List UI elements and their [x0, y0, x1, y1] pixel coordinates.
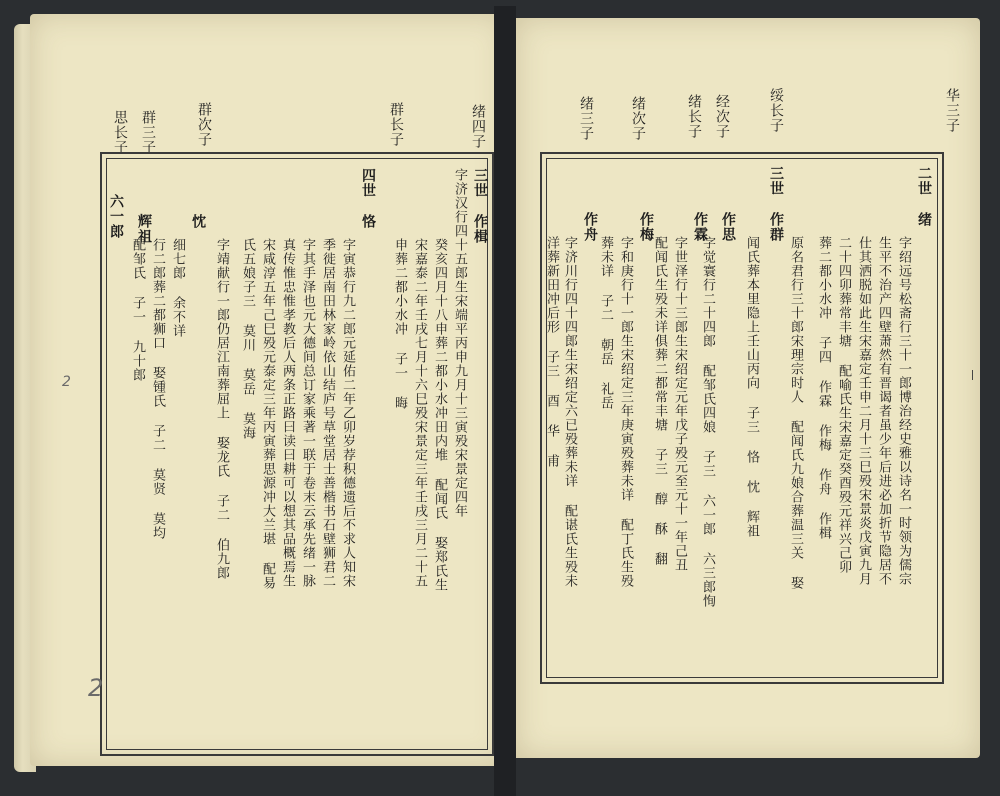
- text-column: 字济川行四十四郎生宋绍定六已殁葬未详 配谌氏生殁未: [562, 236, 577, 588]
- text-column: 字其手泽也元大德间总订家乘著一联于卷末云承先绪一脉: [300, 238, 315, 588]
- header-6: 绪三子: [578, 96, 594, 141]
- header-5: 绪次子: [630, 96, 646, 141]
- entry-name: 作梅: [638, 212, 654, 242]
- text-column: 葬二都小水冲 子四 作霖 作梅 作舟 作楫: [816, 236, 831, 540]
- text-column: 字觉寰行二十四郎 配邹氏四娘 子三 六一郎 六三郎恂: [700, 236, 715, 608]
- text-column: 癸亥四月十八申葬二都小水冲田内堆 配闻氏 娶郑氏生: [432, 238, 447, 592]
- header-2: 群长子: [388, 102, 404, 147]
- book-spine: [494, 6, 516, 796]
- text-column: 配邹氏 子一 九十郎: [130, 238, 145, 382]
- generation-label: 二世: [916, 166, 932, 196]
- text-column: 宋咸淳五年己巳殁元泰定三年丙寅葬思源冲大兰堪 配易: [260, 238, 275, 590]
- text-column: 仕其洒脱如此生宋嘉定壬申二月十三巳殁宋景炎戊寅九月: [856, 236, 871, 586]
- generation-label: 三世: [472, 168, 488, 198]
- text-frame: [100, 152, 494, 756]
- text-column: 字绍远号松斋行三十一郎博治经史雅以诗名一时领为儒宗: [896, 236, 911, 586]
- text-column: 闻氏葬本里隐上壬山丙向 子三 恪 忱 辉祖: [744, 236, 759, 538]
- text-column: 字和庚行十一郎生宋绍定三年庚寅殁葬未详 配丁氏生殁: [618, 236, 633, 588]
- generation-label: 四世: [360, 168, 376, 198]
- entry-name: 作舟: [582, 212, 598, 242]
- text-column: 配闻氏生殁未详俱葬二都常丰塘 子三 醇 酥 翻: [652, 236, 667, 566]
- text-column: 字靖献行一郎仍居江南葬屈上 娶龙氏 子二 伯九郎: [214, 238, 229, 580]
- left-page: [30, 14, 506, 766]
- header-1: 华三子: [944, 88, 960, 133]
- text-column: 字世泽行十三郎生宋绍定元年戊子殁元至元十一年己丑: [672, 236, 687, 572]
- header-5: 思长子: [112, 110, 128, 155]
- right-page: [516, 18, 980, 758]
- entry-name: 作霖: [692, 212, 708, 242]
- entry-name: 作思: [720, 212, 736, 242]
- text-column: 原名君行三十郎宋理宗时人 配闻氏九娘合葬温三关 娶: [788, 236, 803, 590]
- entry-name: 作楫: [472, 214, 488, 244]
- entry-name: 六一郎: [108, 194, 124, 239]
- text-column: 生平不治产四壁萧然有晋谒者虽少年后进必加折节隐居不: [876, 236, 891, 586]
- text-column: 行二郎葬二都狮口 娶锺氏 子二 莫贤 莫均: [150, 238, 165, 540]
- text-column: 申葬二都小水冲 子一 晦: [392, 238, 407, 410]
- header-1: 绪四子: [470, 104, 486, 149]
- header-3: 群次子: [196, 102, 212, 147]
- margin-mark: 2: [62, 374, 71, 390]
- generation-label: 三世: [768, 166, 784, 196]
- entry-name: 作群: [768, 212, 784, 242]
- entry-name: 忱: [190, 214, 206, 229]
- text-column: 氏五娘子三 莫川 莫岳 莫海: [240, 238, 255, 440]
- header-4: 群三子: [140, 110, 156, 155]
- text-column: 二十四卯葬常丰塘 配喻氏生宋嘉定癸酉殁元祥兴己卯: [836, 236, 851, 574]
- entry-name: 恪: [360, 214, 376, 229]
- text-column: 宋嘉泰二年壬戌七月十六巳殁宋景定三年壬戌三月二十五: [412, 238, 427, 588]
- text-column: 真传惟忠惟孝教后人两条正路曰读曰耕可以想其品概焉生: [280, 238, 295, 588]
- text-column: 细七郎 余不详: [170, 238, 185, 338]
- text-column: 季徙居南田林家岭依山结庐号草堂居士善楷书石壁狮君二: [320, 238, 335, 588]
- handwritten-page-number: 2: [88, 674, 104, 702]
- header-2: 绥长子: [768, 88, 784, 133]
- header-4: 绪长子: [686, 94, 702, 139]
- fold-mark: [972, 370, 973, 380]
- text-column: 字寅恭行九二郎元延佑二年乙卯岁荐积德遗后不求人知宋: [340, 238, 355, 588]
- entry-name: 辉祖: [136, 214, 152, 244]
- text-column: 字济汉行四十五郎生宋端平丙申九月十三寅殁宋景定四年: [452, 168, 467, 518]
- entry-name: 绪: [916, 212, 932, 227]
- text-column: 洋葬新田冲后形 子三 酉 华 甫: [544, 236, 559, 468]
- text-column: 葬未详 子二 朝岳 礼岳: [598, 236, 613, 410]
- text-frame: [540, 152, 944, 684]
- header-3: 经次子: [714, 94, 730, 139]
